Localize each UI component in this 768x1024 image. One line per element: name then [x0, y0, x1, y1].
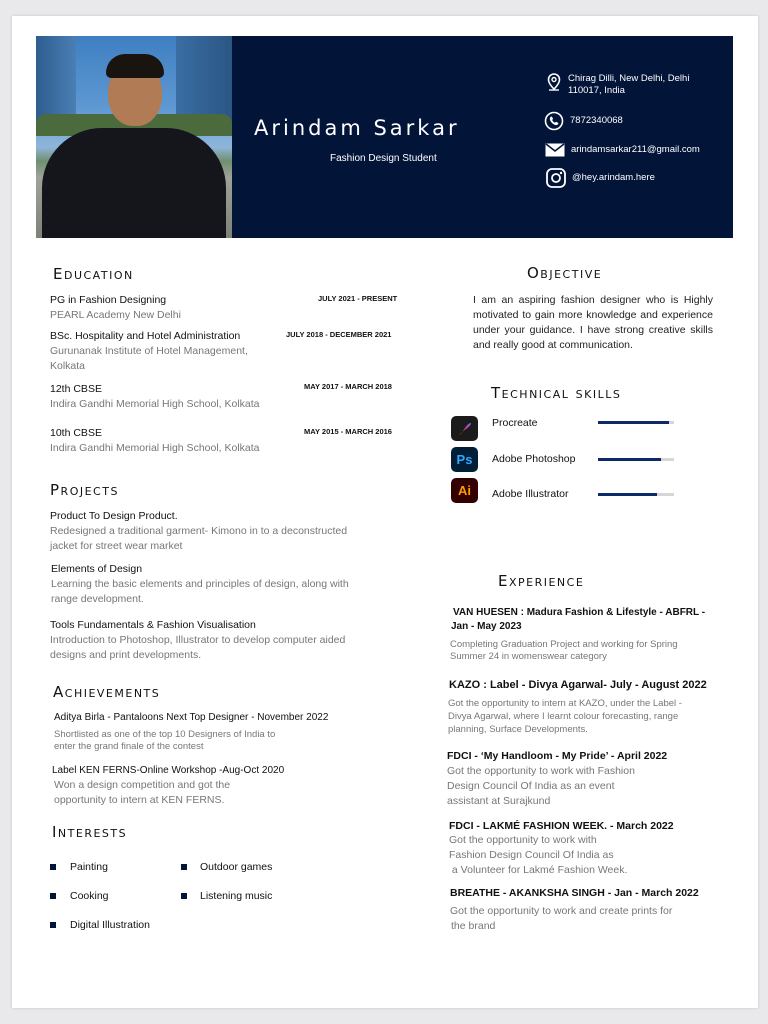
address-line-1: Chirag Dilli, New Delhi, Delhi	[568, 73, 690, 84]
project-description: range development.	[51, 593, 144, 605]
interest-item: Listening music	[200, 890, 273, 902]
contact-phone	[544, 111, 623, 131]
experience-description: Completing Graduation Project and working for Spring	[450, 639, 678, 650]
skill-level-bar	[598, 493, 674, 496]
achievement-title: Label KEN FERNS-Online Workshop -Aug-Oct 2020	[52, 765, 285, 776]
project-name: Product To Design Product.	[50, 510, 178, 522]
skill-level-bar	[598, 458, 674, 461]
skill-name: Adobe Illustrator	[492, 488, 569, 500]
experience-description: Got the opportunity to work with	[449, 834, 597, 846]
project-description: Learning the basic elements and principles of design, along with	[51, 578, 349, 590]
illustrator-icon: Ai	[451, 478, 478, 503]
experience-heading: Experience	[498, 572, 585, 590]
contact-instagram	[546, 168, 655, 188]
projects-heading: Projects	[50, 481, 119, 499]
education-date: JULY 2018 - DECEMBER 2021	[286, 330, 392, 339]
experience-title: BREATHE - AKANKSHA SINGH - Jan - March 2022	[450, 887, 699, 899]
project-name: Elements of Design	[51, 563, 143, 575]
skills-heading: Technical skills	[491, 384, 622, 402]
skill-level-fill	[598, 493, 657, 496]
experience-title: VAN HUESEN : Madura Fashion & Lifestyle - ABFRL -	[453, 607, 706, 618]
achievement-title: Aditya Birla - Pantaloons Next Top Designer - November 2022	[54, 712, 329, 723]
phone-number[interactable]: 7872340068	[570, 115, 623, 126]
candidate-name: Arindam Sarkar	[254, 116, 460, 140]
contact-address	[546, 73, 689, 97]
objective-text: I am an aspiring fashion designer who is Highly motivated to gain more knowledge and experience under your guidance. I have strong creative skills and really good at communication.	[473, 294, 713, 351]
experience-description: Got the opportunity to work with Fashion	[447, 765, 635, 777]
experience-description: the brand	[451, 920, 496, 932]
experience-description: planning, Surface Developments.	[448, 724, 588, 735]
education-school: Indira Gandhi Memorial High School, Kolkata	[50, 442, 260, 454]
photoshop-icon: Ps	[451, 447, 478, 472]
bullet-icon	[181, 864, 187, 870]
achievement-description: enter the grand finale of the contest	[54, 741, 204, 752]
education-degree: BSc. Hospitality and Hotel Administration	[50, 330, 241, 342]
experience-title: FDCI - LAKMÉ FASHION WEEK. - March 2022	[449, 820, 674, 832]
experience-title: KAZO : Label - Divya Agarwal- July - August 2022	[449, 679, 707, 691]
objective-heading: Objective	[527, 264, 603, 282]
email-address[interactable]: arindamsarkar211@gmail.com	[571, 144, 700, 155]
project-description: Introduction to Photoshop, Illustrator to develop computer aided	[50, 634, 346, 646]
mail-icon	[545, 143, 565, 157]
interest-item: Outdoor games	[200, 861, 273, 873]
experience-description: Got the opportunity to intern at KAZO, under the Label -	[448, 698, 682, 709]
procreate-icon	[451, 416, 478, 441]
interest-item: Painting	[70, 861, 108, 873]
phone-icon	[544, 111, 564, 131]
skill-level-bar	[598, 421, 674, 424]
education-date: MAY 2015 - MARCH 2016	[304, 427, 392, 436]
skill-level-fill	[598, 458, 661, 461]
education-school: PEARL Academy New Delhi	[50, 309, 181, 321]
interest-item: Cooking	[70, 890, 109, 902]
achievements-heading: Achievements	[53, 683, 161, 701]
education-school: Indira Gandhi Memorial High School, Kolkata	[50, 398, 260, 410]
contact-email	[545, 143, 700, 157]
skill-name: Adobe Photoshop	[492, 453, 576, 465]
instagram-icon	[546, 168, 566, 188]
candidate-role: Fashion Design Student	[330, 153, 437, 164]
interest-item: Digital Illustration	[70, 919, 150, 931]
experience-description: Summer 24 in womenswear category	[450, 651, 607, 662]
project-description: jacket for street wear market	[50, 540, 183, 552]
education-school: Gurunanak Institute of Hotel Management,	[50, 345, 248, 357]
education-heading: Education	[53, 265, 134, 283]
instagram-handle[interactable]: @hey.arindam.here	[572, 172, 655, 183]
achievement-description: Shortlisted as one of the top 10 Designers of India to	[54, 729, 276, 740]
experience-description: Design Council Of India as an event	[447, 780, 615, 792]
interests-heading: Interests	[52, 823, 128, 841]
skill-name: Procreate	[492, 417, 538, 429]
project-name: Tools Fundamentals & Fashion Visualisation	[50, 619, 256, 631]
project-description: designs and print developments.	[50, 649, 202, 661]
education-school: Kolkata	[50, 360, 86, 372]
bullet-icon	[181, 893, 187, 899]
experience-description: assistant at Surajkund	[447, 795, 551, 807]
achievement-description: opportunity to intern at KEN FERNS.	[54, 794, 225, 806]
bullet-icon	[50, 893, 56, 899]
location-pin-icon	[546, 73, 562, 91]
experience-description: Divya Agarwal, where I learnt colour forecasting, range	[448, 711, 679, 722]
education-degree: 12th CBSE	[50, 383, 102, 395]
experience-title: FDCI - ‘My Handloom - My Pride’ - April 2022	[447, 750, 668, 762]
skill-level-fill	[598, 421, 669, 424]
address-line-2: 110017, India	[568, 85, 625, 96]
profile-photo	[36, 36, 232, 238]
education-degree: 10th CBSE	[50, 427, 102, 439]
experience-title: Jan - May 2023	[451, 621, 522, 632]
achievement-description: Won a design competition and got the	[54, 779, 231, 791]
header-banner	[36, 36, 733, 238]
experience-description: Fashion Design Council Of India as	[449, 849, 614, 861]
bullet-icon	[50, 922, 56, 928]
education-date: MAY 2017 - MARCH 2018	[304, 382, 392, 391]
experience-description: Got the opportunity to work and create prints for	[450, 905, 673, 917]
bullet-icon	[50, 864, 56, 870]
project-description: Redesigned a traditional garment- Kimono in to a deconstructed	[50, 525, 348, 537]
education-date: JULY 2021 - PRESENT	[318, 294, 398, 303]
education-degree: PG in Fashion Designing	[50, 294, 167, 306]
experience-description: a Volunteer for Lakmé Fashion Week.	[449, 864, 628, 876]
